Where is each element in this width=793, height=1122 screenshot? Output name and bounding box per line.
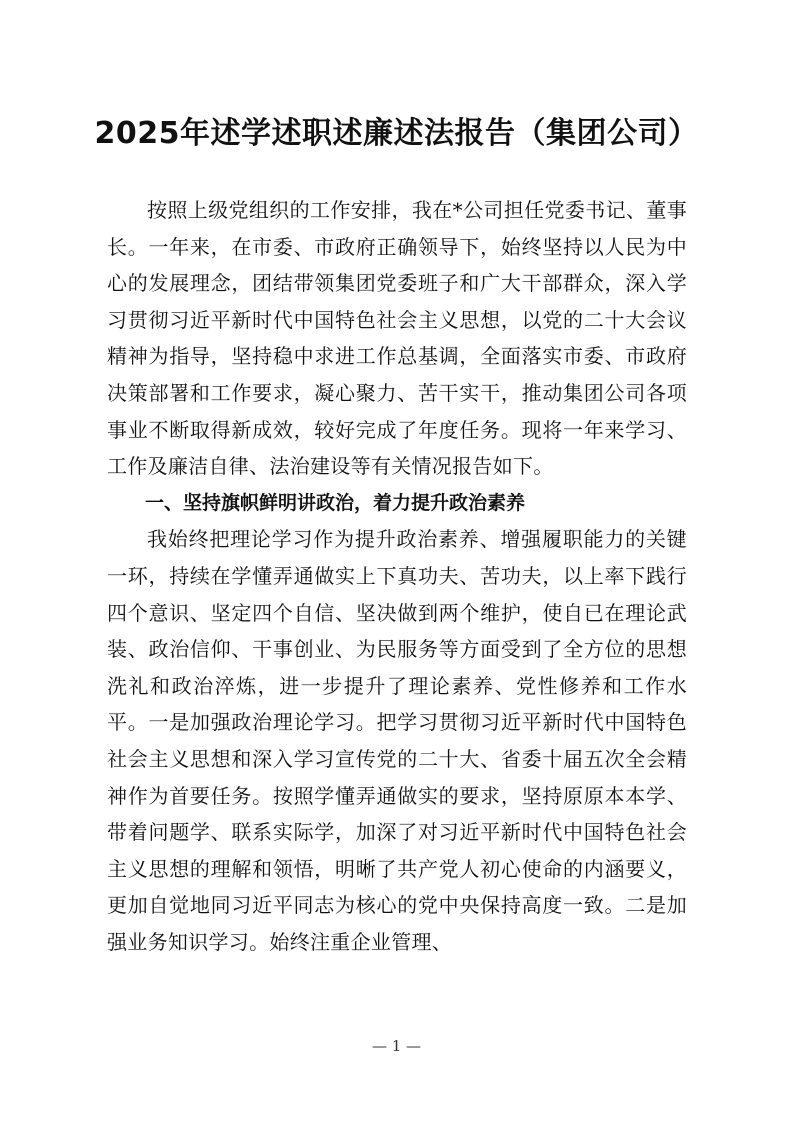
point-2-text: 加强业务知识学习。始终注重企业管理、 bbox=[107, 893, 688, 954]
document-body bbox=[107, 192, 687, 960]
page-number: — 1 — bbox=[371, 1037, 422, 1055]
section-1-heading: 一、坚持旗帜鲜明讲政治，着力提升政治素养 bbox=[145, 491, 526, 514]
point-2-label: 二是 bbox=[625, 893, 667, 918]
document-title: 2025年述学述职述廉述法报告（集团公司） bbox=[94, 116, 699, 151]
intro-paragraph: 按照上级党组织的工作安排，我在*公司担任党委书记、董事长。一年来，在市委、市政府正确领导下，始终坚持以人民为中心的发展理念，团结带领集团党委班子和广大干部群众，深入学习贯彻习近平新时代中国特色社会主义思想，以党的二十大会议精神为指导，坚持稳中求进工作总基调，全面落实市委、市政府决策部署和工作要求，凝心聚力、苦干实干，推动集团公司各项事业不断取得新成效，较好完成了年度任务。现将一年来学习、工作及廉洁自律、法治建设等有关情况报告如下。 bbox=[107, 198, 687, 479]
section-1-paragraph bbox=[107, 521, 687, 960]
section-1-lead-text: 我始终把理论学习作为提升政治素养、增强履职能力的关键一环，持续在学懂弄通做实上下真功夫、苦功夫，以上率下践行四个意识、坚定四个自信、坚决做到两个维护，使自已在理论武装、政治信仰、干事创业、为民服务等方面受到了全方位的思想洗礼和政治淬炼，进一步提升了理论素养、党性修养和工作水平。 bbox=[107, 527, 687, 735]
point-1-label: 一是 bbox=[148, 710, 190, 735]
point-1-text: 加强政治理论学习。把学习贯彻习近平新时代中国特色社会主义思想和深入学习宣传党的二十大、省委十届五次全会精神作为首要任务。按照学懂弄通做实的要求，坚持原原本本学、带着问题学、联系实际学，加深了对习近平新时代中国特色社会主义思想的理解和领悟，明晰了共产党人初心使命的内涵要义，更加自觉地同习近平同志为核心的党中央保持高度一致。 bbox=[107, 710, 687, 918]
